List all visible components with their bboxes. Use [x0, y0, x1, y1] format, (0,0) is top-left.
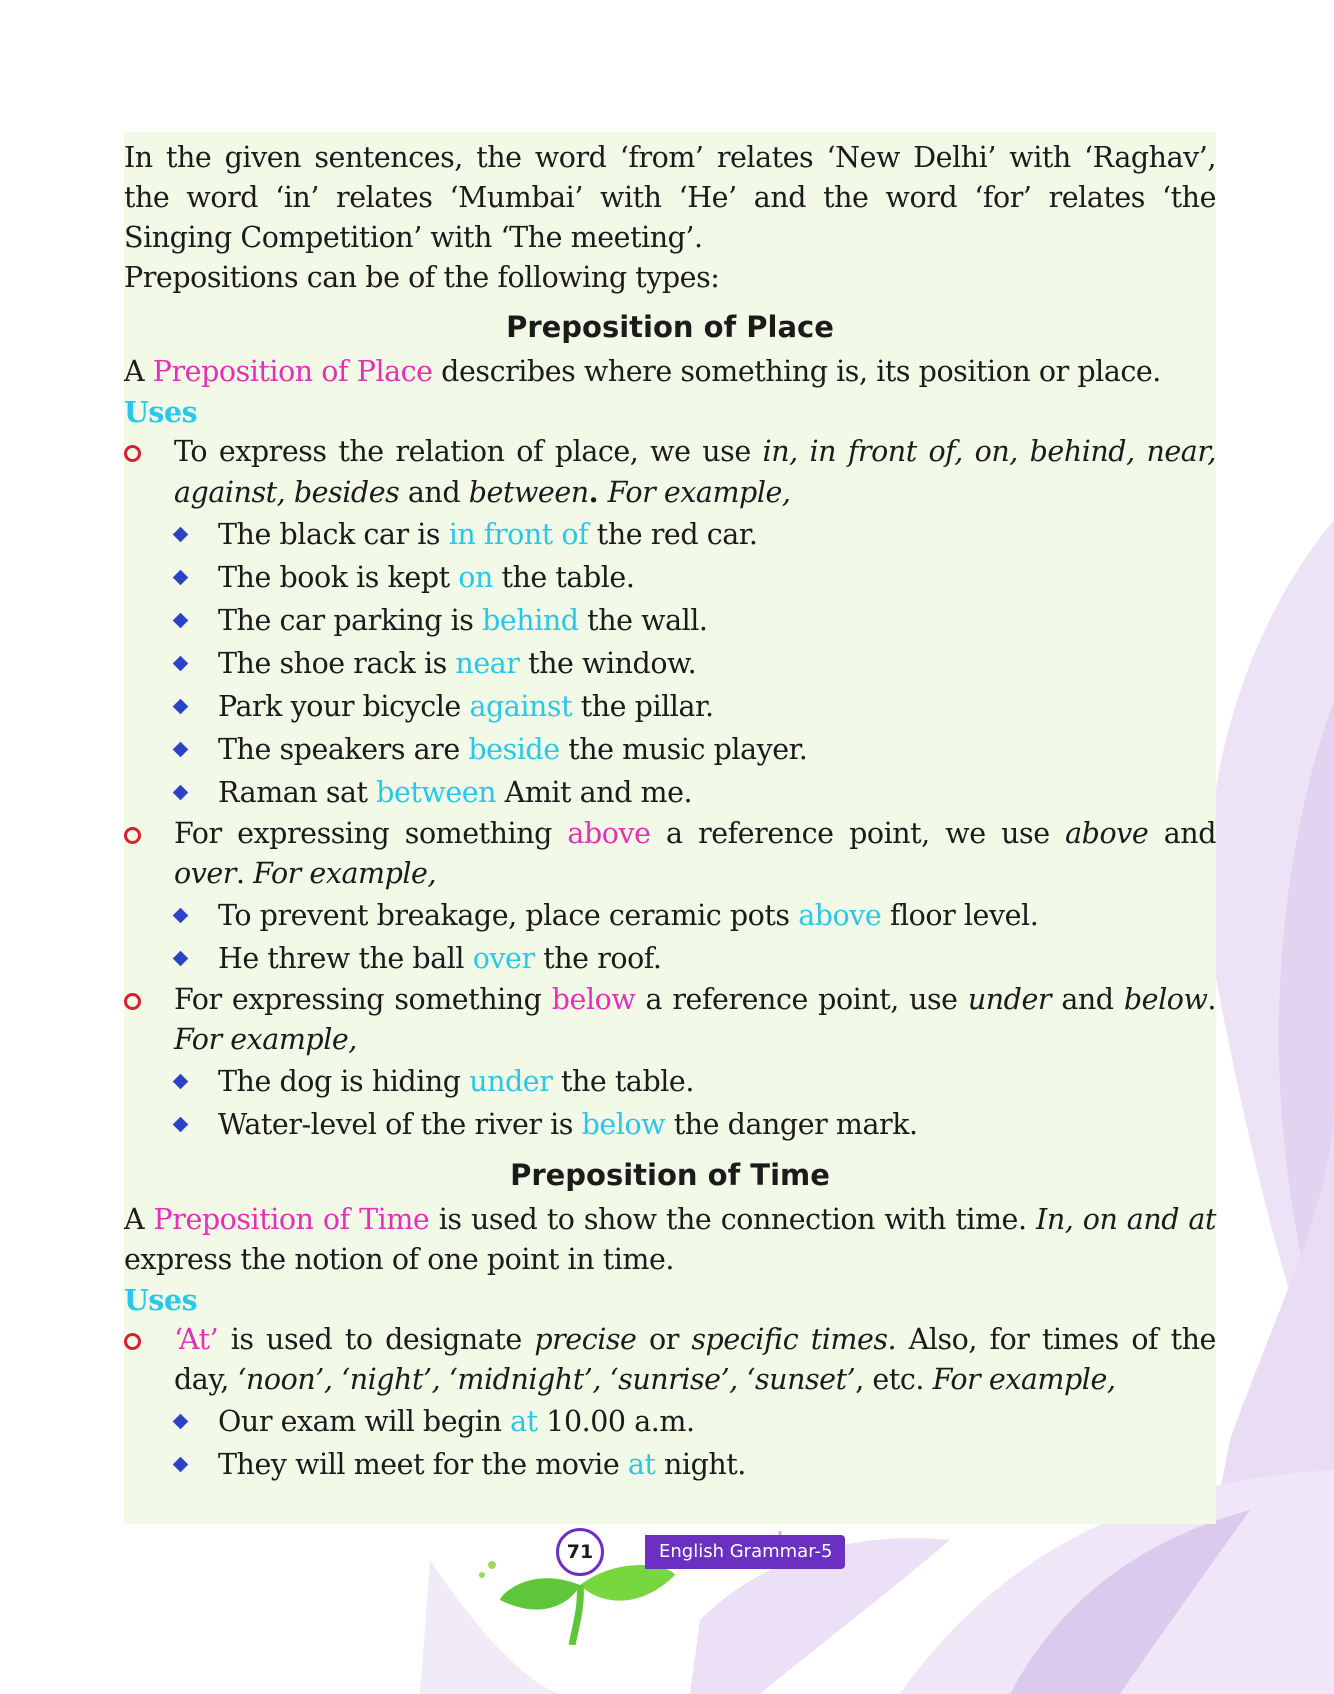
list-item: Park your bicycle against the pillar. — [124, 685, 1216, 728]
circle-bullet-icon — [124, 993, 141, 1010]
list-item: The black car is in front of the red car. — [124, 513, 1216, 556]
circle-bullet-icon — [124, 445, 141, 462]
list-item: The speakers are beside the music player. — [124, 728, 1216, 771]
heading-preposition-of-place: Preposition of Place — [506, 310, 834, 344]
list-item: Raman sat between Amit and me. — [124, 771, 1216, 814]
place-examples-list-2 — [124, 894, 1216, 980]
place-bullet-2: For expressing something above a reference point, we use above and over. For example, — [124, 814, 1216, 894]
diamond-bullet-icon — [173, 742, 189, 758]
list-item: The car parking is behind the wall. — [124, 599, 1216, 642]
diamond-bullet-icon — [173, 1074, 189, 1090]
list-item: To prevent breakage, place ceramic pots above floor level. — [124, 894, 1216, 937]
list-item: The book is kept on the table. — [124, 556, 1216, 599]
place-bullet-1: To express the relation of place, we use in, in front of, on, behind, near, against, besides and between. For example, — [124, 432, 1216, 513]
term-preposition-of-place: Preposition of Place — [152, 355, 433, 388]
list-item: Water-level of the river is below the danger mark. — [124, 1103, 1216, 1146]
diamond-bullet-icon — [173, 951, 189, 967]
circle-bullet-icon — [124, 1333, 141, 1350]
diamond-bullet-icon — [173, 699, 189, 715]
diamond-bullet-icon — [173, 527, 189, 543]
time-examples-list-1 — [124, 1400, 1216, 1486]
time-definition: A Preposition of Time is used to show the connection with time. In, on and at express the notion of one point in time. — [124, 1203, 1216, 1276]
list-item: They will meet for the movie at night. — [124, 1443, 1216, 1486]
intro-paragraph: In the given sentences, the word ‘from’ relates ‘New Delhi’ with ‘Raghav’, the word ‘in’ relates ‘Mumbai’ with ‘He’ and the word ‘for’ relates ‘the Singing Competition’ with ‘The meeting’. — [124, 141, 1216, 254]
diamond-bullet-icon — [173, 1414, 189, 1430]
intro-types-line: Prepositions can be of the following types: — [124, 261, 720, 294]
diamond-bullet-icon — [173, 613, 189, 629]
content-panel — [124, 132, 1216, 1524]
place-examples-list-3 — [124, 1060, 1216, 1146]
diamond-bullet-icon — [173, 1117, 189, 1133]
list-item: Our exam will begin at 10.00 a.m. — [124, 1400, 1216, 1443]
uses-label-time: Uses — [124, 1283, 198, 1317]
circle-bullet-icon — [124, 827, 141, 844]
place-definition: A Preposition of Place describes where something is, its position or place. — [124, 355, 1161, 388]
book-title-badge: English Grammar-5 — [645, 1535, 845, 1569]
place-examples-list-1 — [124, 513, 1216, 814]
heading-preposition-of-time: Preposition of Time — [510, 1158, 830, 1192]
diamond-bullet-icon — [173, 785, 189, 801]
uses-label-place: Uses — [124, 395, 198, 429]
diamond-bullet-icon — [173, 656, 189, 672]
diamond-bullet-icon — [173, 1457, 189, 1473]
time-bullet-1: ‘At’ is used to designate precise or specific times. Also, for times of the day, ‘noon’, ‘night’, ‘midnight’, ‘sunrise’, ‘sunset’, etc. For example, — [124, 1320, 1216, 1400]
diamond-bullet-icon — [173, 908, 189, 924]
list-item: The dog is hiding under the table. — [124, 1060, 1216, 1103]
page-number: 71 — [556, 1528, 604, 1576]
list-item: He threw the ball over the roof. — [124, 937, 1216, 980]
diamond-bullet-icon — [173, 570, 189, 586]
list-item: The shoe rack is near the window. — [124, 642, 1216, 685]
place-bullet-3: For expressing something below a reference point, use under and below. For example, — [124, 980, 1216, 1060]
term-preposition-of-time: Preposition of Time — [153, 1203, 430, 1236]
